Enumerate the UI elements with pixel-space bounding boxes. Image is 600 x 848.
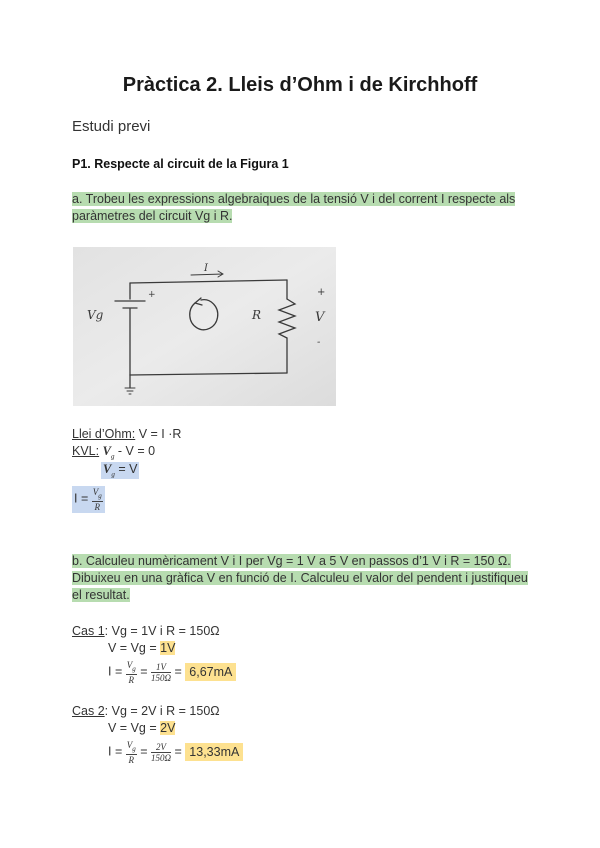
cas1-current-prefix: I = bbox=[108, 664, 126, 679]
cas1-voltage-text: V = Vg = bbox=[108, 641, 161, 655]
question-a bbox=[72, 191, 542, 225]
section-subtitle: Estudi previ bbox=[72, 118, 151, 135]
cas2-header bbox=[72, 704, 220, 718]
cas2-current-line: I = $\frac{V_g}{R}$ = $\frac{2V}{150\Omega}$ = 13,33mA bbox=[108, 740, 243, 765]
cas1-label: Cas 1 bbox=[72, 624, 105, 638]
fig-i-label: I bbox=[204, 263, 208, 274]
kvl-v-symbol: V bbox=[102, 444, 111, 458]
cas2-frac-symbolic: $\frac{V_g}{R}$ bbox=[126, 740, 136, 765]
current-expression bbox=[72, 486, 105, 513]
cas2-label: Cas 2 bbox=[72, 704, 105, 718]
cas2-result: 13,33mA bbox=[185, 743, 243, 761]
fig-r-label: R bbox=[252, 308, 262, 322]
fig-v-label: V bbox=[315, 310, 325, 325]
cas1-parameters: : Vg = 1V i R = 150Ω bbox=[104, 624, 220, 638]
current-prefix: I = bbox=[74, 491, 89, 506]
cas1-frac-numeric: $\frac{1V}{150\Omega}$ bbox=[151, 661, 172, 683]
circuit-diagram bbox=[73, 247, 336, 406]
ohm-law-equation: V = I ·R bbox=[138, 427, 182, 441]
ohm-law-line bbox=[72, 427, 181, 441]
frac-numerator: V bbox=[92, 487, 99, 497]
cas2-frac-numeric: $\frac{2V}{150\Omega}$ bbox=[151, 741, 172, 763]
kvl-g-subscript: g bbox=[110, 452, 115, 461]
kvl-label: KVL: bbox=[72, 444, 100, 458]
fig-battery-plus: + bbox=[148, 290, 156, 300]
cas1-current-line: I = $\frac{V_g}{R}$ = $\frac{1V}{150\Omega}$ = 6,67mA bbox=[108, 660, 236, 685]
vg-equals-v bbox=[101, 462, 139, 479]
cas1-header bbox=[72, 624, 220, 638]
problem-heading: P1. Respecte al circuit de la Figura 1 bbox=[72, 157, 289, 171]
ohm-law-label: Llei d’Ohm: bbox=[72, 427, 136, 441]
cas2-voltage-text: V = Vg = bbox=[108, 721, 161, 735]
cas2-current-prefix: I = bbox=[108, 744, 126, 759]
kvl-equation-rest: - V = 0 bbox=[114, 444, 156, 458]
fig-v-minus: - bbox=[317, 337, 321, 348]
fig-vg-label: Vg bbox=[87, 308, 104, 322]
cas2-voltage-line bbox=[108, 721, 175, 735]
page-title: Pràctica 2. Lleis d’Ohm i de Kirchhoff bbox=[122, 74, 478, 96]
frac-denominator: R bbox=[94, 501, 100, 512]
question-b bbox=[72, 553, 532, 604]
cas1-frac-symbolic: $\frac{V_g}{R}$ bbox=[126, 660, 136, 685]
circuit-figure bbox=[73, 247, 336, 406]
cas2-voltage-value: 2V bbox=[160, 721, 176, 735]
fig-v-plus: + bbox=[317, 287, 326, 298]
question-b-text: b. Calculeu numèricament V i I per Vg = 1 V a 5 V en passos d’1 V i R = 150 Ω. Dibuixeu en una gràfica V en funció de I. Calculeu el valor del pendent i justifiqueu el resultat. bbox=[72, 554, 528, 602]
cas2-parameters: : Vg = 2V i R = 150Ω bbox=[104, 704, 220, 718]
kvl-line bbox=[72, 444, 155, 461]
cas1-voltage-line bbox=[108, 641, 175, 655]
current-fraction: $\frac{V_g}{R}$ bbox=[92, 487, 102, 512]
cas1-voltage-value: 1V bbox=[160, 641, 176, 655]
question-a-text: a. Trobeu les expressions algebraiques de la tensió V i del corrent I respecte als paràmetres del circuit Vg i R. bbox=[72, 192, 516, 223]
vg-subscript: g bbox=[111, 470, 115, 479]
vg-symbol: V bbox=[103, 462, 112, 476]
cas1-result: 6,67mA bbox=[185, 663, 236, 681]
vg-equation: = V bbox=[118, 462, 138, 476]
